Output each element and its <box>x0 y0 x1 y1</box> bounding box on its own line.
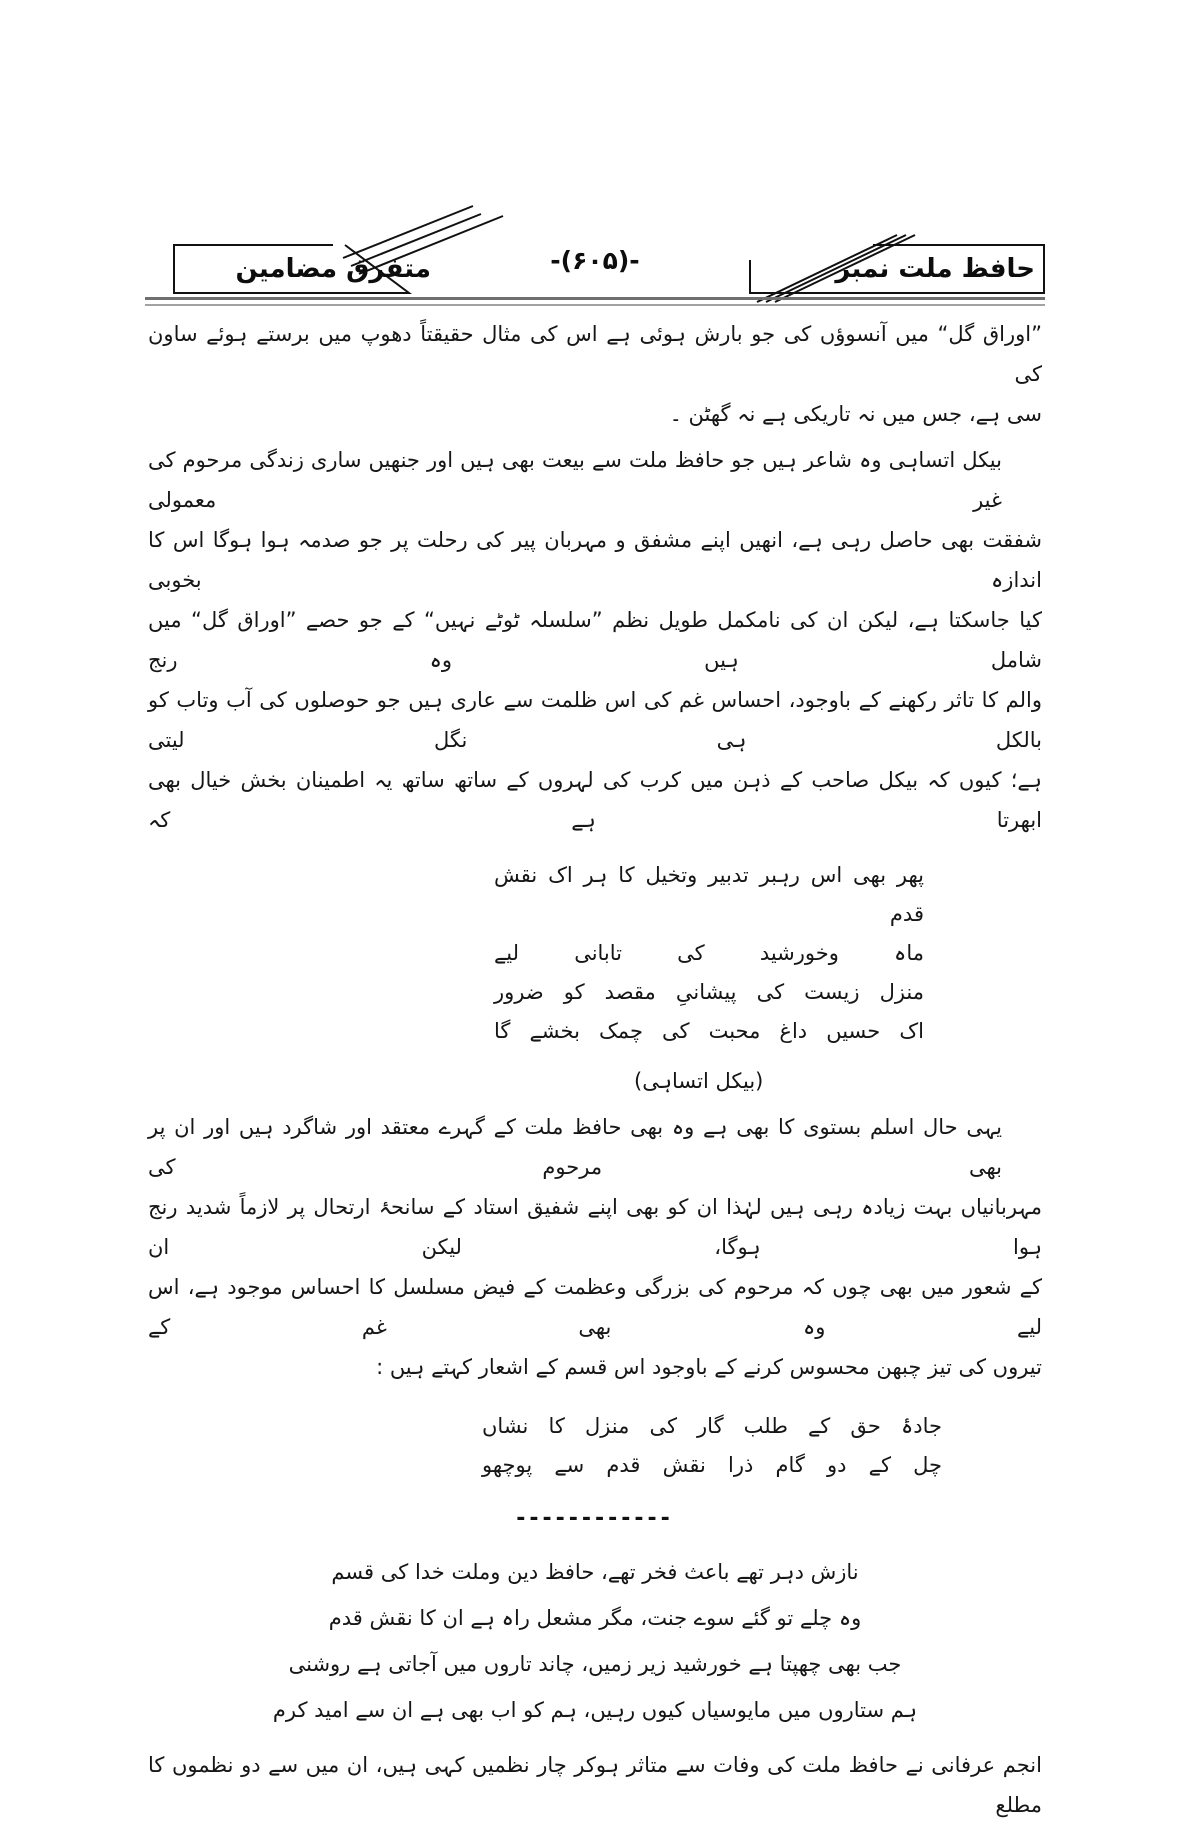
paragraph-4 <box>148 1745 1042 1825</box>
paragraph-line: والم کا تاثر رکھنے کے باوجود، احساس غم کی اس ظلمت سے عاری ہیں جو حوصلوں کی آب وتاب کو بالکل ہی نگل لیتی <box>148 688 1042 752</box>
paragraph-2 <box>148 440 1042 840</box>
paragraph-line: شفقت بھی حاصل رہی ہے، انھیں اپنے مشفق و مہربان پیر کی رحلت پر جو صدمہ ہوا ہوگا اس کا اندازہ بخوبی <box>148 528 1042 592</box>
verse-line: منزل زیست کی پیشانیِ مقصد کو ضرور <box>494 980 924 1004</box>
header-rule <box>145 297 1045 306</box>
dashed-separator: ------------ <box>516 1506 674 1531</box>
verse-line: ہم ستاروں میں مایوسیاں کیوں رہیں، ہم کو اب بھی ہے ان سے امید کرم <box>272 1698 918 1722</box>
paragraph-line: تیروں کی تیز چبھن محسوس کرنے کے باوجود اس قسم کے اشعار کہتے ہیں : <box>376 1355 1042 1379</box>
poet-attribution: (بیکل اتساہی) <box>634 1069 764 1093</box>
paragraph-1 <box>148 314 1042 434</box>
verse-line: پھر بھی اس رہبر تدبیر وتخیل کا ہر اک نقش قدم <box>494 863 924 926</box>
verse-block-1 <box>494 856 924 1051</box>
section-title-box <box>173 244 445 294</box>
article-body <box>148 308 1042 1825</box>
paragraph-line: ”اوراق گل“ میں آنسوؤں کی جو بارش ہوئی ہے اس کی مثال حقیقتاً دھوپ میں برستے ہوئے ساون کی <box>148 322 1042 386</box>
verse-block-2 <box>482 1407 942 1485</box>
paragraph-line: کے شعور میں بھی چوں کہ مرحوم کی بزرگی وعظمت کے فیض مسلسل کا احساس موجود ہے، اس لیے وہ بھی غم کے <box>148 1275 1042 1339</box>
verse-line: اک حسیں داغ محبت کی چمک بخشے گا <box>494 1019 924 1043</box>
verse-block-3 <box>148 1549 1042 1733</box>
verse-line: جب بھی چھپتا ہے خورشید زیر زمیں، چاند تاروں میں آجاتی ہے روشنی <box>288 1652 902 1676</box>
page-header <box>145 240 1045 296</box>
verse-line: وہ چلے تو گئے سوے جنت، مگر مشعل راہ ہے ان کا نقش قدم <box>328 1606 862 1630</box>
paragraph-line: یہی حال اسلم بستوی کا بھی ہے وہ بھی حافظ ملت کے گہرے معتقد اور شاگرد ہیں اور ان پر بھی مرحوم کی <box>148 1115 1002 1179</box>
page-number: -(۶۰۵)- <box>550 246 640 275</box>
verse-line: نازش دہر تھے باعث فخر تھے، حافظ دین وملت خدا کی قسم <box>331 1560 859 1584</box>
paragraph-line: کیا جاسکتا ہے، لیکن ان کی نامکمل طویل نظم ”سلسلہ ٹوٹے نہیں“ کے جو حصے ”اوراق گل“ میں شامل ہیں وہ رنج <box>148 608 1042 672</box>
paragraph-line: انجم عرفانی نے حافظ ملت کی وفات سے متاثر ہوکر چار نظمیں کہی ہیں، ان میں سے دو نظموں کا مطلع <box>148 1753 1042 1817</box>
paragraph-line: مہربانیاں بہت زیادہ رہی ہیں لہٰذا ان کو بھی اپنے شفیق استاد کے سانحۂ ارتحال پر لازماً شدید رنج ہوا ہوگا، لیکن ان <box>148 1195 1042 1259</box>
paragraph-line: ہے؛ کیوں کہ بیکل صاحب کے ذہن میں کرب کی لہروں کے ساتھ ساتھ یہ اطمینان بخش خیال بھی ابھرتا ہے کہ <box>148 768 1042 832</box>
paragraph-3 <box>148 1107 1042 1387</box>
verse-line: چل کے دو گام ذرا نقش قدم سے پوچھو <box>482 1453 942 1477</box>
section-title: متفرق مضامین <box>235 254 431 284</box>
issue-title: حافظ ملت نمبر <box>835 254 1035 284</box>
paragraph-line: بیکل اتساہی وہ شاعر ہیں جو حافظ ملت سے بیعت بھی ہیں اور جنھیں ساری زندگی مرحوم کی غیر معمولی <box>148 448 1002 512</box>
verse-line: جادۂ حق کے طلب گار کی منزل کا نشاں <box>482 1414 942 1438</box>
verse-line: ماہ وخورشید کی تابانی لیے <box>494 941 924 965</box>
paragraph-line: سی ہے، جس میں نہ تاریکی ہے نہ گھٹن ۔ <box>669 402 1042 426</box>
